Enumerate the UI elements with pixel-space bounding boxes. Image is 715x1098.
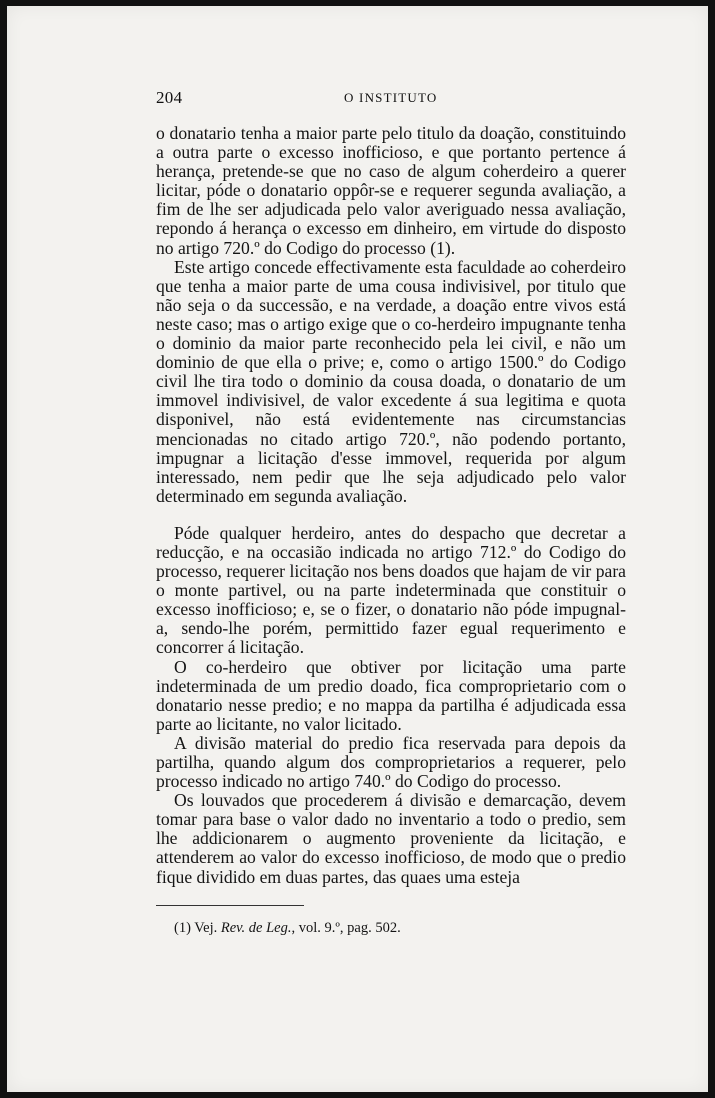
footnote-reference: , vol. 9.º, pag. 502. xyxy=(291,920,401,936)
running-head: O INSTITUTO xyxy=(344,90,438,105)
page-header xyxy=(156,88,626,112)
footnote xyxy=(174,920,614,937)
paragraph-5: A divisão material do predio fica reservada para depois da partilha, quando algum dos comproprietarios a requerer, pelo processo indicado no artigo 740.º do Codigo do processo. xyxy=(156,732,626,792)
scan-border-bottom xyxy=(0,1092,715,1098)
paragraph-4: O co-herdeiro que obtiver por licitação uma parte indeterminada de um predio doado, fica comproprietario com o donatario nesse predio; e no mappa da partilha é adjudicada essa parte ao licitante, no valor licitado. xyxy=(156,656,626,734)
footnote-rule xyxy=(156,905,304,906)
footnote-marker: (1) xyxy=(174,920,191,936)
page-number: 204 xyxy=(156,88,183,107)
paragraph-6: Os louvados que procederem á divisão e demarcação, devem tomar para base o valor dado no inventario a todo o predio, sem lhe addicionarem o augmento proveniente da licitação, e attenderem ao valor do excesso inofficioso, de modo que o predio fique dividido em duas partes, das quaes uma esteja xyxy=(156,790,626,887)
scan-border-left xyxy=(0,0,7,1098)
scan-border-right xyxy=(708,0,715,1098)
footnote-prefix: Vej. xyxy=(194,920,218,936)
footnote-journal: Rev. de Leg. xyxy=(220,920,292,936)
paragraph-2: Este artigo concede effectivamente esta faculdade ao coherdeiro que tenha a maior parte de uma cousa indivisivel, por titulo que não seja o da successão, e na verdade, a doação entre vivos está neste caso; mas o artigo exige que o co-herdeiro impugnante tenha o dominio da maior parte reconhecido pela lei civil, e não um dominio de que ella o prive; e, como o artigo 1500.º do Codigo civil lhe tira todo o dominio da cousa doada, o donatario de um immovel indivisivel, de valor excedente á sua legitima e quota disponivel, não está evidentemente nas circumstancias mencionadas no citado artigo 720.º, não podendo portanto, impugnar a licitação d'esse immovel, requerida por algum interessado, nem pedir que lhe seja adjudicado pelo valor determinado em segunda avaliação. xyxy=(156,256,626,506)
paragraph-1: o donatario tenha a maior parte pelo titulo da doação, constituindo a outra parte o excesso inofficioso, e que portanto pertence á herança, pretende-se que no caso de algum coherdeiro a querer licitar, póde o donatario oppôr-se e requerer segunda avaliação, a fim de lhe ser adjudicada pelo valor averiguado nessa avaliação, repondo á herança o excesso em dinheiro, em virtude do disposto no artigo 720.º do Codigo do processo (1). xyxy=(156,123,626,258)
body-text xyxy=(156,124,626,887)
paragraph-3: Póde qualquer herdeiro, antes do despacho que decretar a reducção, e na occasião indicada no artigo 712.º do Codigo do processo, requerer licitação nos bens doados que hajam de vir para o monte partivel, ou na parte indeterminada que constituir o excesso inofficioso; e, se o fizer, o donatario não póde impugnal-a, sendo-lhe porém, permittido fazer egual requerimento e concorrer á licitação. xyxy=(156,522,626,658)
